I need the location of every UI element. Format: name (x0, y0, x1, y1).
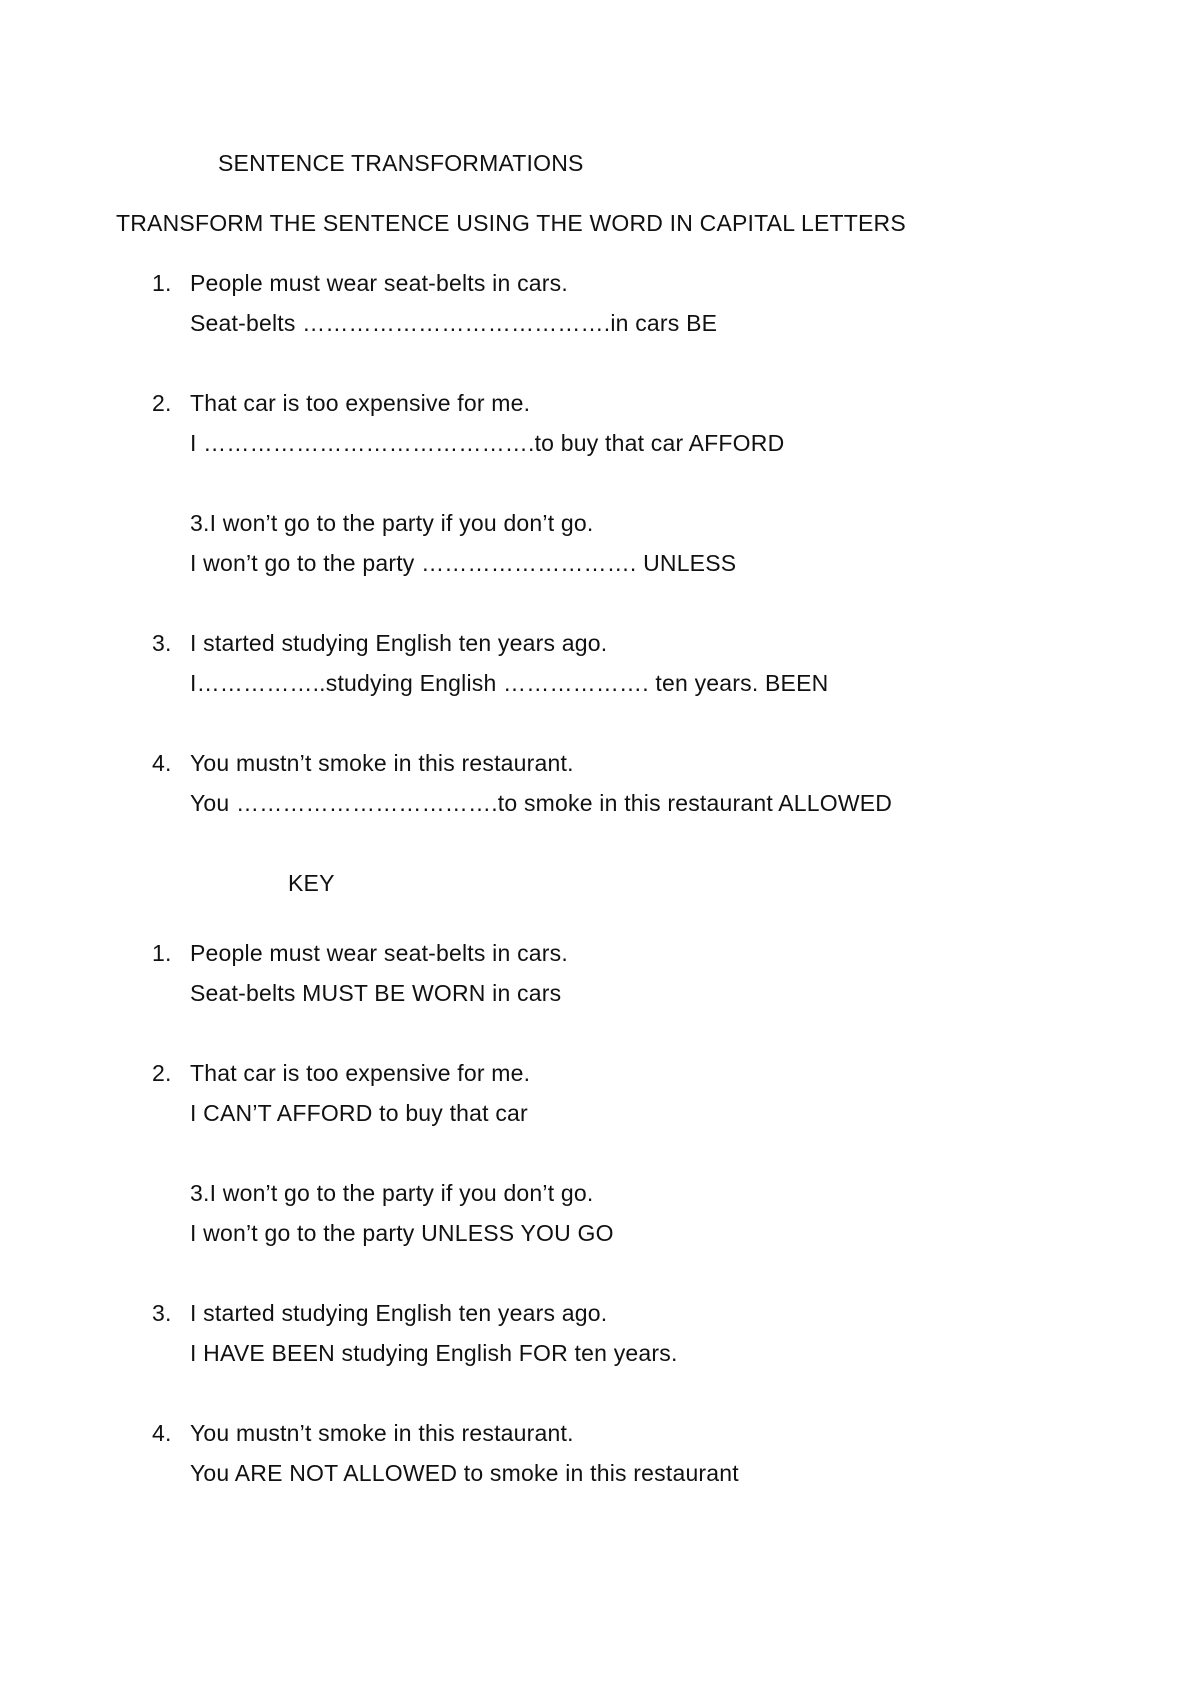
key-sentence: 3.I won’t go to the party if you don’t go. (190, 1180, 594, 1206)
key-number: 4. (152, 1420, 172, 1446)
exercise-sentence: I started studying English ten years ago. (190, 630, 608, 656)
exercise-number: 2. (152, 390, 172, 416)
key-answer: You ARE NOT ALLOWED to smoke in this restaurant (190, 1460, 739, 1486)
exercise-prompt: I won’t go to the party ………………………. UNLESS (190, 550, 737, 576)
exercise-prompt: I……………..studying English ………………. ten years. BEEN (190, 670, 829, 696)
instruction-text: TRANSFORM THE SENTENCE USING THE WORD IN CAPITAL LETTERS (116, 210, 906, 236)
exercise-prompt: Seat-belts ………………………………….in cars BE (190, 310, 718, 336)
key-number: 2. (152, 1060, 172, 1086)
key-answer: I won’t go to the party UNLESS YOU GO (190, 1220, 614, 1246)
key-sentence: You mustn’t smoke in this restaurant. (190, 1420, 574, 1446)
key-sentence: That car is too expensive for me. (190, 1060, 531, 1086)
key-number: 3. (152, 1300, 172, 1326)
exercise-prompt: I …………………………………….to buy that car AFFORD (190, 430, 785, 456)
exercise-sentence: That car is too expensive for me. (190, 390, 531, 416)
exercise-number: 3. (152, 630, 172, 656)
key-sentence: I started studying English ten years ago. (190, 1300, 608, 1326)
exercise-sentence: People must wear seat-belts in cars. (190, 270, 568, 296)
exercise-sentence: 3.I won’t go to the party if you don’t go. (190, 510, 594, 536)
key-heading: KEY (288, 870, 335, 896)
exercise-number: 4. (152, 750, 172, 776)
document-title: SENTENCE TRANSFORMATIONS (218, 150, 584, 176)
exercise-sentence: You mustn’t smoke in this restaurant. (190, 750, 574, 776)
key-answer: Seat-belts MUST BE WORN in cars (190, 980, 562, 1006)
key-number: 1. (152, 940, 172, 966)
exercise-prompt: You …………………………….to smoke in this restaurant ALLOWED (190, 790, 893, 816)
key-answer: I HAVE BEEN studying English FOR ten years. (190, 1340, 678, 1366)
key-sentence: People must wear seat-belts in cars. (190, 940, 568, 966)
key-answer: I CAN’T AFFORD to buy that car (190, 1100, 528, 1126)
exercise-number: 1. (152, 270, 172, 296)
